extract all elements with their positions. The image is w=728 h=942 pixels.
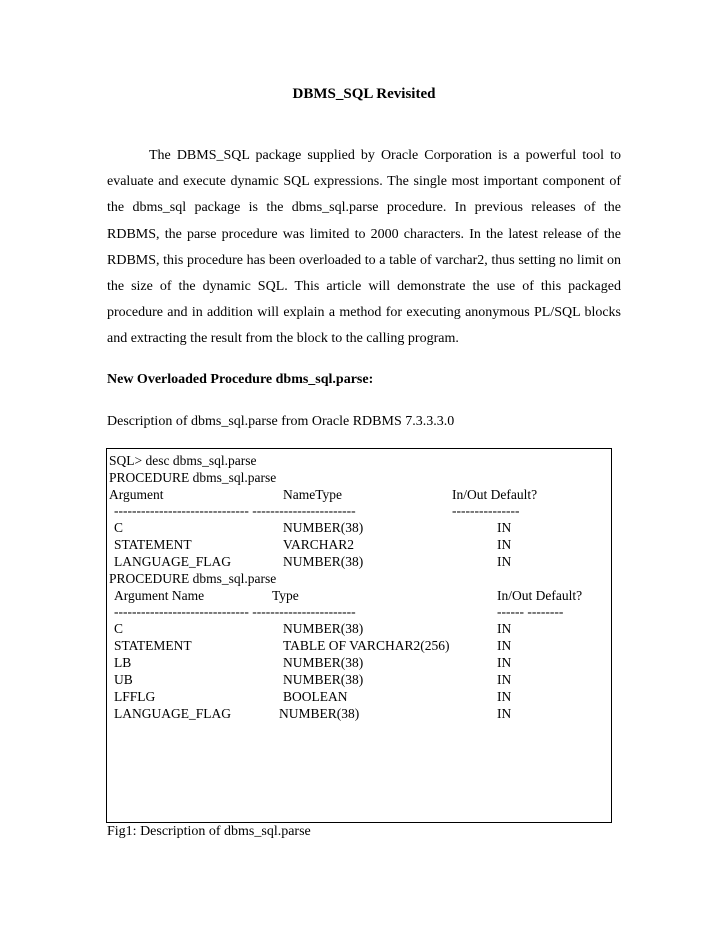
code-row — [107, 671, 611, 688]
procedure-text: PROCEDURE dbms_sql.parse — [109, 571, 277, 586]
description-line: Description of dbms_sql.parse from Oracle RDBMS 7.3.3.3.0 — [107, 414, 455, 429]
arg-type: VARCHAR2 — [283, 537, 355, 552]
arg-name: C — [114, 520, 124, 535]
arg-name: UB — [114, 672, 133, 687]
arg-name: STATEMENT — [114, 638, 192, 653]
procedure-line-1 — [107, 469, 611, 486]
dash-text: ------------------------------ ----------------------- — [114, 604, 356, 619]
code-row — [107, 688, 611, 705]
arg-inout: IN — [497, 689, 512, 704]
arg-name: C — [114, 621, 124, 636]
dash-row-1 — [107, 502, 611, 519]
document-title: DBMS_SQL Revisited — [292, 86, 436, 102]
figure-caption: Fig1: Description of dbms_sql.parse — [107, 824, 311, 839]
header-row-2 — [107, 587, 611, 604]
code-row — [107, 620, 611, 637]
prompt-text: SQL> desc dbms_sql.parse — [109, 453, 257, 468]
header-type: Type — [272, 588, 299, 603]
header-argument-name: Argument Name — [114, 588, 205, 603]
code-row — [107, 705, 611, 722]
arg-type: NUMBER(38) — [283, 672, 364, 687]
header-argument: Argument — [109, 487, 164, 502]
dash-row-2 — [107, 603, 611, 620]
arg-type: NUMBER(38) — [283, 621, 364, 636]
arg-inout: IN — [497, 672, 512, 687]
code-listing-box — [106, 448, 612, 823]
header-nametype: NameType — [283, 487, 343, 502]
arg-name: STATEMENT — [114, 537, 192, 552]
arg-name: LFFLG — [114, 689, 156, 704]
arg-inout: IN — [497, 655, 512, 670]
arg-type: NUMBER(38) — [279, 706, 360, 721]
intro-paragraph: The DBMS_SQL package supplied by Oracle Corporation is a powerful tool to evaluate and execute dynamic SQL expressions. The single most important component of the dbms_sql package is the dbms_sql.parse procedure. In previous releases of the RDBMS, the parse procedure was limited to 2000 characters. In the latest release of the RDBMS, this procedure has been overloaded to a table of varchar2, thus setting no limit on the size of the dynamic SQL. This article will demonstrate the use of this packaged procedure and in addition will explain a method for executing anonymous PL/SQL blocks and extracting the result from the block to the calling program. — [107, 148, 621, 347]
arg-name: LB — [114, 655, 132, 670]
section-heading: New Overloaded Procedure dbms_sql.parse: — [107, 372, 374, 387]
arg-inout: IN — [497, 520, 512, 535]
code-prompt-line — [107, 452, 611, 469]
arg-type: TABLE OF VARCHAR2(256) — [283, 638, 450, 653]
procedure-text: PROCEDURE dbms_sql.parse — [109, 470, 277, 485]
header-inout: In/Out Default? — [497, 588, 583, 603]
code-row — [107, 519, 611, 536]
arg-inout: IN — [497, 706, 512, 721]
arg-type: NUMBER(38) — [283, 520, 364, 535]
code-row — [107, 536, 611, 553]
arg-inout: IN — [497, 621, 512, 636]
arg-name: LANGUAGE_FLAG — [114, 554, 231, 569]
procedure-line-2 — [107, 570, 611, 587]
arg-inout: IN — [497, 537, 512, 552]
arg-type: NUMBER(38) — [283, 554, 364, 569]
dash-text-inout: --------------- — [452, 503, 520, 518]
arg-inout: IN — [497, 638, 512, 653]
code-row — [107, 553, 611, 570]
code-row — [107, 637, 611, 654]
code-row — [107, 654, 611, 671]
arg-type: BOOLEAN — [283, 689, 348, 704]
arg-inout: IN — [497, 554, 512, 569]
dash-text: ------------------------------ ----------------------- — [114, 503, 356, 518]
arg-type: NUMBER(38) — [283, 655, 364, 670]
arg-name: LANGUAGE_FLAG — [114, 706, 231, 721]
dash-text-inout: ------ -------- — [497, 604, 564, 619]
header-inout: In/Out Default? — [452, 487, 538, 502]
header-row-1 — [107, 486, 611, 503]
